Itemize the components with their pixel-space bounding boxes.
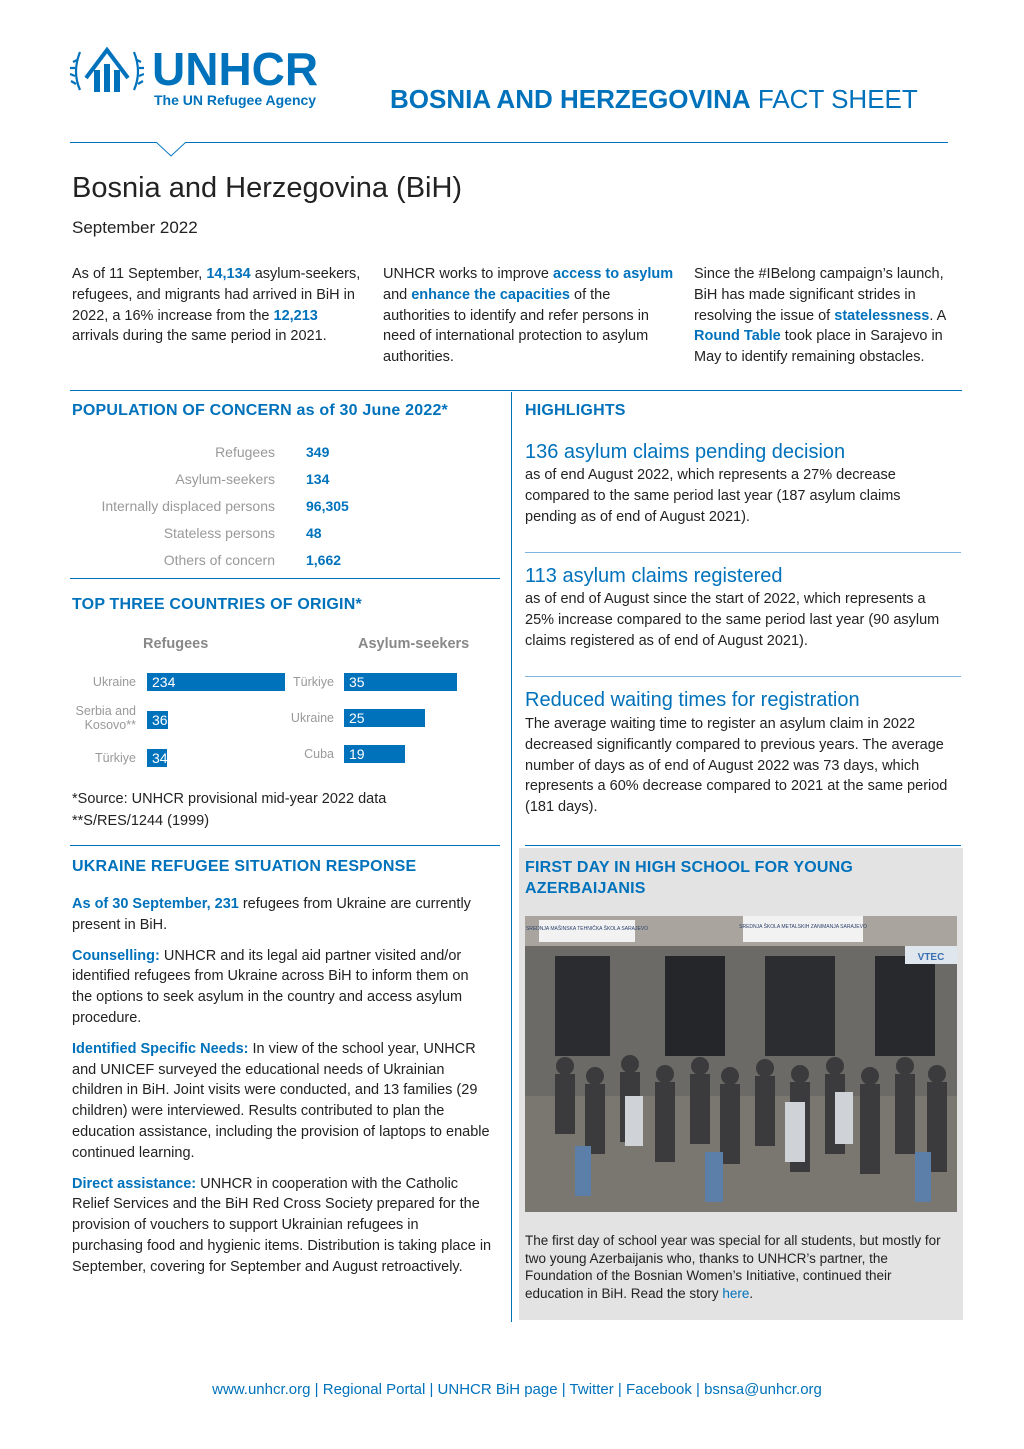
bar: 25	[344, 709, 425, 727]
story-link[interactable]: here	[722, 1285, 750, 1301]
story-caption	[525, 1232, 945, 1302]
highlight-divider	[525, 676, 961, 677]
ukraine-title: UKRAINE REFUGEE SITUATION RESPONSE	[72, 858, 417, 875]
ukraine-text: UNHCR in cooperation with the Catholic Relief Services and the BiH Red Cross Society prepared for the provision of vouchers to support Ukrainian refugees in purchasing food and hygienic items. Distribution is taking place in September, covering for September and August retroactively.	[72, 1175, 492, 1275]
story-title: FIRST DAY IN HIGH SCHOOL FOR YOUNG AZERBAIJANIS	[525, 859, 854, 897]
bar-label: Ukraine	[290, 711, 334, 725]
intro-text: arrivals during the same period in 2021.	[72, 328, 327, 345]
intro-text: asylum-seekers, refugees, and migrants had arrived in BiH in 2022, a 16% increase from the	[72, 266, 361, 324]
intro-text: Since the #IBelong campaign’s launch, BiH has made significant strides in resolving the issue of	[694, 266, 944, 324]
logo-tagline: The UN Refugee Agency	[154, 92, 317, 108]
bar-label: Cuba	[304, 747, 334, 761]
ukraine-counselling	[72, 946, 492, 1029]
footer-link-email[interactable]: bsnsa@unhcr.org	[704, 1381, 822, 1398]
story-photo	[525, 916, 957, 1212]
footer-sep: |	[310, 1381, 323, 1398]
ukraine-text: UNHCR and its legal aid partner visited and/or identified refugees from Ukraine across BiH to inform them on the options to seek asylum in the country and access asylum procedure.	[72, 947, 469, 1026]
footer-link-twitter[interactable]: Twitter	[569, 1381, 614, 1398]
ukraine-lead: Identified Specific Needs:	[72, 1040, 249, 1057]
arrivals-2022: 14,134	[206, 266, 251, 282]
footer-link-bih-page[interactable]: UNHCR BiH page	[437, 1381, 558, 1398]
country-heading: BOSNIA AND HERZEGOVINA	[390, 84, 751, 114]
enhance-capacities-link[interactable]: enhance the capacities	[411, 286, 570, 303]
ukraine-direct-assistance	[72, 1174, 492, 1278]
ukraine-body	[72, 894, 492, 1278]
footer-link-regional-portal[interactable]: Regional Portal	[322, 1381, 426, 1398]
page-date: September 2022	[72, 218, 198, 237]
arrivals-2021: 12,213	[273, 307, 318, 324]
footer-link-unhcr[interactable]: www.unhcr.org	[212, 1381, 311, 1398]
ukraine-lead: Direct assistance:	[72, 1175, 197, 1192]
ukraine-lead: As of 30 September, 231	[72, 896, 239, 912]
intro-text: . A	[929, 307, 946, 324]
highlight-divider	[525, 552, 961, 553]
page-title: Bosnia and Herzegovina (BiH)	[72, 172, 463, 204]
footer-link-facebook[interactable]: Facebook	[625, 1381, 692, 1398]
intro-text: of the authorities to identify and refer persons in need of international protection to asylum authorities.	[383, 286, 649, 366]
ukraine-text: In view of the school year, UNHCR and UNICEF surveyed the educational needs of Ukrainian children in BiH. Joint visits were conducted, and 13 families (29 children) were interviewed. Results contributed to plan the education assistance, including the provision of laptops to enable continued learning.	[72, 1040, 490, 1161]
footer-sep: |	[691, 1381, 705, 1398]
origin-source: *Source: UNHCR provisional mid-year 2022 data	[72, 791, 387, 807]
photo-sign-2: SREDNJA ŠKOLA METALSKIH ZANIMANJA SARAJEVO	[739, 924, 867, 930]
intro-text: UNHCR works to improve	[383, 266, 553, 282]
ukraine-specific-needs	[72, 1039, 492, 1164]
bar-label: Ukraine	[92, 675, 136, 689]
bar: 234	[147, 673, 285, 691]
caption-end: .	[749, 1285, 754, 1301]
school-photo-image	[525, 916, 957, 1212]
footer-sep: |	[557, 1381, 570, 1398]
highlight-divider	[525, 845, 961, 846]
statelessness-link[interactable]: statelessness	[834, 307, 930, 324]
population-value: 1,662	[306, 552, 342, 568]
bar-label: Türkiye	[95, 751, 136, 765]
footer-sep: |	[425, 1381, 438, 1398]
ukraine-lead: Counselling:	[72, 947, 160, 964]
origin-note: **S/RES/1244 (1999)	[72, 813, 210, 829]
intro-text: and	[383, 286, 412, 303]
access-asylum-link[interactable]: access to asylum	[553, 266, 674, 282]
highlight-head-pending: 136 asylum claims pending decision	[525, 441, 846, 463]
origin-divider	[70, 845, 500, 846]
bar-label: Serbia and Kosovo**	[75, 704, 136, 732]
highlight-text-waiting: The average waiting time to register an asylum claim in 2022 decreased significantly compared to previous years. The average number of days as of end of August 2022 was 73 days, which represents a 60% decrease compared to 2021 at the same period (181 days).	[525, 716, 948, 816]
intro-text: As of 11 September,	[72, 266, 207, 282]
highlight-head-registered: 113 asylum claims registered	[525, 565, 783, 587]
population-label: Internally displaced persons	[101, 498, 275, 514]
origin-charts	[0, 0, 512, 800]
population-value: 96,305	[306, 498, 349, 514]
population-label: Stateless persons	[163, 525, 275, 541]
asylum-chart-title: Asylum-seekers	[358, 636, 470, 652]
population-value: 48	[306, 525, 322, 541]
round-table-link[interactable]: Round Table	[694, 328, 781, 345]
population-label: Asylum-seekers	[175, 471, 275, 487]
footer-links	[0, 1381, 1024, 1398]
footer-sep: |	[613, 1381, 626, 1398]
refugees-chart-title: Refugees	[143, 636, 209, 652]
highlights-title: HIGHLIGHTS	[525, 402, 626, 419]
population-value: 134	[306, 471, 330, 487]
bar: 19	[344, 745, 405, 763]
ukraine-text: refugees from Ukraine are currently present in BiH.	[72, 896, 471, 933]
photo-sign-3: VTEC	[917, 952, 945, 963]
ukraine-presence	[72, 894, 492, 936]
photo-sign-1: SREDNJA MAŠINSKA TEHNIČKA ŠKOLA SARAJEVO	[525, 926, 649, 932]
caption-text: The first day of school year was special for all students, but mostly for two young Azerbaijanis who, thanks to UNHCR’s partner, the Foundation of the Bosnian Women’s Initiative, continued their education in BiH. Read the story	[525, 1233, 941, 1301]
logo-name: UNHCR	[152, 43, 319, 95]
population-title: POPULATION OF CONCERN as of 30 June 2022*	[72, 402, 448, 419]
population-value: 349	[306, 444, 330, 460]
highlight-text-registered: as of end of August since the start of 2022, which represents a 25% increase compared to the same period last year (90 asylum claims registered as of end of August 2021).	[525, 591, 940, 649]
intro-col-3	[694, 264, 966, 368]
highlight-head-waiting: Reduced waiting times for registration	[525, 689, 860, 711]
intro-text: took place in Sarajevo in May to identify remaining obstacles.	[694, 328, 943, 366]
origin-title: TOP THREE COUNTRIES OF ORIGIN*	[72, 596, 362, 613]
population-label: Refugees	[215, 444, 275, 460]
population-label: Others of concern	[163, 552, 275, 568]
bar: 35	[344, 673, 457, 691]
highlight-text-pending: as of end August 2022, which represents a 27% decrease compared to the same period last year (187 asylum claims pending as of end of August 2021).	[525, 467, 901, 525]
bar-label: Türkiye	[293, 675, 334, 689]
fact-sheet-label: FACT SHEET	[757, 84, 918, 114]
bar: 36	[147, 711, 168, 729]
bar: 34	[147, 749, 167, 767]
